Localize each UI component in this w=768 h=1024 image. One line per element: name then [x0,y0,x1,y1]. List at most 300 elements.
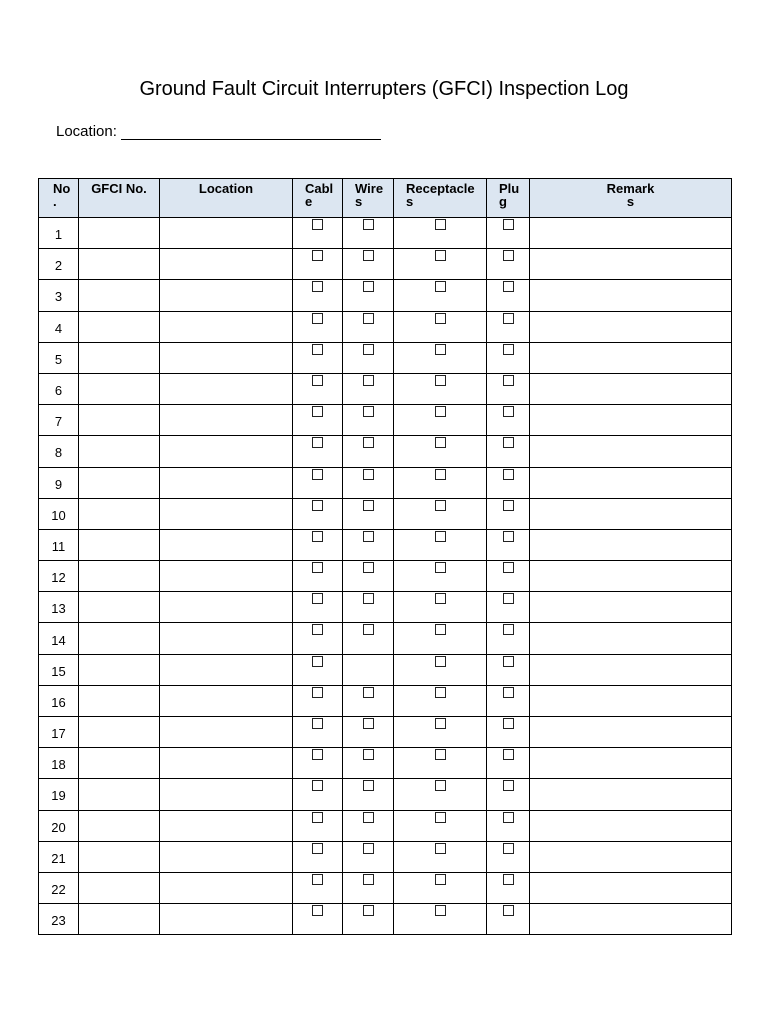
receptacles-cell [394,872,487,903]
location-cell[interactable] [160,872,293,903]
location-label: Location: [56,123,117,140]
header-wires-line1: Wire [355,181,384,196]
plug-checkbox[interactable] [503,469,514,480]
cable-checkbox[interactable] [312,624,323,635]
row-number: 3 [54,289,63,305]
plug-cell [487,904,530,935]
table-row [39,592,732,623]
table-row [39,561,732,592]
cable-checkbox[interactable] [312,313,323,324]
wires-checkbox[interactable] [363,531,374,542]
wires-checkbox[interactable] [363,375,374,386]
row-number-cell [39,748,79,779]
receptacles-checkbox[interactable] [435,593,446,604]
receptacles-checkbox[interactable] [435,375,446,386]
gfci-no-cell[interactable] [79,810,160,841]
row-number: 1 [54,227,63,243]
row-number: 22 [51,882,66,898]
wires-checkbox[interactable] [363,500,374,511]
plug-checkbox[interactable] [503,531,514,542]
cable-checkbox[interactable] [312,687,323,698]
row-number-cell [39,561,79,592]
header-receptacles [394,179,487,218]
plug-cell [487,436,530,467]
cable-checkbox[interactable] [312,843,323,854]
location-cell[interactable] [160,342,293,373]
receptacles-cell [394,748,487,779]
cable-cell [293,373,343,404]
receptacles-checkbox[interactable] [435,437,446,448]
receptacles-cell [394,218,487,249]
remarks-cell[interactable] [530,467,732,498]
table-header [39,179,732,218]
plug-checkbox[interactable] [503,718,514,729]
wires-checkbox[interactable] [363,281,374,292]
table-row [39,841,732,872]
gfci-no-cell[interactable] [79,249,160,280]
cable-checkbox[interactable] [312,562,323,573]
remarks-cell[interactable] [530,592,732,623]
wires-checkbox[interactable] [363,437,374,448]
receptacles-cell [394,779,487,810]
gfci-no-cell[interactable] [79,373,160,404]
cable-cell [293,561,343,592]
plug-checkbox[interactable] [503,749,514,760]
remarks-cell[interactable] [530,561,732,592]
plug-checkbox[interactable] [503,281,514,292]
cable-checkbox[interactable] [312,469,323,480]
gfci-no-cell[interactable] [79,529,160,560]
wires-checkbox[interactable] [363,687,374,698]
location-cell[interactable] [160,592,293,623]
cable-checkbox[interactable] [312,375,323,386]
header-plug-line2: g [499,194,507,209]
location-cell[interactable] [160,810,293,841]
receptacles-cell [394,405,487,436]
wires-checkbox[interactable] [363,905,374,916]
header-no-line1: No [53,181,71,196]
plug-checkbox[interactable] [503,874,514,885]
wires-checkbox[interactable] [363,749,374,760]
gfci-no-cell[interactable] [79,436,160,467]
location-cell[interactable] [160,218,293,249]
plug-cell [487,623,530,654]
gfci-no-cell[interactable] [79,904,160,935]
remarks-cell[interactable] [530,841,732,872]
remarks-cell[interactable] [530,436,732,467]
wires-cell [343,748,394,779]
receptacles-checkbox[interactable] [435,905,446,916]
location-line [56,123,381,140]
cable-cell [293,311,343,342]
row-number-cell [39,342,79,373]
wires-cell [343,592,394,623]
table-row [39,685,732,716]
plug-checkbox[interactable] [503,905,514,916]
gfci-no-cell[interactable] [79,311,160,342]
row-number-cell [39,904,79,935]
remarks-cell[interactable] [530,904,732,935]
plug-checkbox[interactable] [503,344,514,355]
plug-cell [487,654,530,685]
location-cell[interactable] [160,748,293,779]
receptacles-checkbox[interactable] [435,780,446,791]
cable-checkbox[interactable] [312,749,323,760]
location-cell[interactable] [160,561,293,592]
plug-checkbox[interactable] [503,406,514,417]
receptacles-cell [394,904,487,935]
cable-cell [293,904,343,935]
plug-checkbox[interactable] [503,656,514,667]
cable-checkbox[interactable] [312,874,323,885]
cable-cell [293,841,343,872]
cable-checkbox[interactable] [312,780,323,791]
plug-checkbox[interactable] [503,687,514,698]
wires-cell [343,342,394,373]
row-number-cell [39,467,79,498]
row-number-cell [39,529,79,560]
header-cable [293,179,343,218]
wires-checkbox[interactable] [363,780,374,791]
wires-checkbox[interactable] [363,469,374,480]
table-row [39,436,732,467]
cable-cell [293,467,343,498]
table-row [39,779,732,810]
cable-checkbox[interactable] [312,812,323,823]
receptacles-checkbox[interactable] [435,250,446,261]
gfci-no-cell[interactable] [79,779,160,810]
plug-cell [487,779,530,810]
wires-cell [343,904,394,935]
plug-cell [487,249,530,280]
row-number-cell [39,872,79,903]
header-plug-line1: Plu [499,181,520,196]
location-cell[interactable] [160,841,293,872]
remarks-cell[interactable] [530,810,732,841]
row-number-cell [39,280,79,311]
receptacles-checkbox[interactable] [435,562,446,573]
table-body [39,218,732,935]
receptacles-checkbox[interactable] [435,531,446,542]
plug-checkbox[interactable] [503,593,514,604]
receptacles-cell [394,685,487,716]
location-blank-field[interactable] [121,125,381,140]
cable-checkbox[interactable] [312,219,323,230]
gfci-no-cell[interactable] [79,841,160,872]
plug-cell [487,529,530,560]
receptacles-checkbox[interactable] [435,624,446,635]
cable-checkbox[interactable] [312,905,323,916]
header-location [160,179,293,218]
row-number: 10 [51,507,66,523]
cable-cell [293,592,343,623]
remarks-cell[interactable] [530,405,732,436]
plug-cell [487,498,530,529]
gfci-no-cell[interactable] [79,872,160,903]
row-number: 15 [51,663,66,679]
location-cell[interactable] [160,654,293,685]
wires-cell [343,498,394,529]
cable-cell [293,654,343,685]
cable-cell [293,748,343,779]
gfci-no-cell[interactable] [79,592,160,623]
wires-cell [343,467,394,498]
row-number-cell [39,405,79,436]
plug-cell [487,280,530,311]
receptacles-checkbox[interactable] [435,687,446,698]
wires-cell [343,249,394,280]
plug-cell [487,872,530,903]
header-wires-line2: s [355,194,363,209]
wires-checkbox[interactable] [363,718,374,729]
cable-checkbox[interactable] [312,250,323,261]
plug-cell [487,311,530,342]
receptacles-checkbox[interactable] [435,656,446,667]
table-row [39,717,732,748]
remarks-cell[interactable] [530,342,732,373]
location-cell[interactable] [160,623,293,654]
cable-cell [293,810,343,841]
wires-cell [343,717,394,748]
receptacles-checkbox[interactable] [435,219,446,230]
cable-checkbox[interactable] [312,437,323,448]
header-remarks-line1: Remark [606,181,655,196]
receptacles-checkbox[interactable] [435,843,446,854]
row-number: 4 [54,320,63,336]
table-row [39,342,732,373]
row-number-cell [39,249,79,280]
remarks-cell[interactable] [530,249,732,280]
table-row [39,872,732,903]
cable-cell [293,405,343,436]
header-remarks-line2: s [626,194,635,209]
wires-cell [343,436,394,467]
remarks-cell[interactable] [530,311,732,342]
remarks-cell[interactable] [530,654,732,685]
wires-checkbox[interactable] [363,344,374,355]
header-receptacles-line1: Receptacle [406,181,475,196]
cable-cell [293,623,343,654]
wires-checkbox[interactable] [363,406,374,417]
plug-cell [487,841,530,872]
table-row [39,249,732,280]
plug-checkbox[interactable] [503,562,514,573]
receptacles-checkbox[interactable] [435,500,446,511]
row-number-cell [39,841,79,872]
location-cell[interactable] [160,717,293,748]
row-number-cell [39,685,79,716]
location-cell[interactable] [160,249,293,280]
wires-checkbox[interactable] [363,250,374,261]
receptacles-cell [394,561,487,592]
receptacles-cell [394,342,487,373]
table-row [39,311,732,342]
wires-cell [343,654,394,685]
gfci-no-cell[interactable] [79,561,160,592]
plug-checkbox[interactable] [503,812,514,823]
location-cell[interactable] [160,467,293,498]
cable-cell [293,436,343,467]
plug-cell [487,342,530,373]
receptacles-checkbox[interactable] [435,281,446,292]
plug-checkbox[interactable] [503,375,514,386]
table-row [39,904,732,935]
wires-checkbox[interactable] [363,593,374,604]
wires-cell [343,373,394,404]
location-cell[interactable] [160,904,293,935]
plug-cell [487,373,530,404]
header-gfci-no [79,179,160,218]
row-number-cell [39,373,79,404]
cable-checkbox[interactable] [312,593,323,604]
row-number: 8 [54,445,63,461]
wires-cell [343,810,394,841]
receptacles-cell [394,373,487,404]
table-row [39,810,732,841]
row-number-cell [39,717,79,748]
row-number: 17 [51,726,66,742]
gfci-no-cell[interactable] [79,280,160,311]
header-no-line2: . [53,194,57,209]
table-row [39,373,732,404]
header-receptacles-line2: s [406,194,414,209]
receptacles-checkbox[interactable] [435,469,446,480]
cable-checkbox[interactable] [312,656,323,667]
gfci-no-cell[interactable] [79,623,160,654]
row-number: 14 [51,632,66,648]
plug-cell [487,467,530,498]
receptacles-cell [394,841,487,872]
cable-checkbox[interactable] [312,500,323,511]
location-cell[interactable] [160,529,293,560]
receptacles-cell [394,436,487,467]
gfci-no-cell[interactable] [79,685,160,716]
gfci-no-cell[interactable] [79,717,160,748]
row-number-cell [39,498,79,529]
location-cell[interactable] [160,685,293,716]
remarks-cell[interactable] [530,498,732,529]
gfci-no-cell[interactable] [79,654,160,685]
wires-cell [343,280,394,311]
remarks-cell[interactable] [530,529,732,560]
wires-cell [343,779,394,810]
wires-checkbox[interactable] [363,313,374,324]
receptacles-cell [394,654,487,685]
wires-cell [343,623,394,654]
cable-cell [293,872,343,903]
receptacles-cell [394,623,487,654]
wires-checkbox[interactable] [363,219,374,230]
receptacles-cell [394,498,487,529]
row-number: 20 [51,819,66,835]
receptacles-checkbox[interactable] [435,874,446,885]
header-remarks [530,179,732,218]
remarks-cell[interactable] [530,872,732,903]
plug-checkbox[interactable] [503,843,514,854]
remarks-cell[interactable] [530,717,732,748]
plug-cell [487,405,530,436]
table-row [39,405,732,436]
table-row [39,623,732,654]
remarks-cell[interactable] [530,218,732,249]
remarks-cell[interactable] [530,779,732,810]
plug-checkbox[interactable] [503,219,514,230]
wires-checkbox[interactable] [363,874,374,885]
receptacles-checkbox[interactable] [435,749,446,760]
receptacles-cell [394,529,487,560]
receptacles-checkbox[interactable] [435,812,446,823]
gfci-no-cell[interactable] [79,218,160,249]
gfci-no-cell[interactable] [79,467,160,498]
wires-cell [343,311,394,342]
table-row [39,748,732,779]
plug-checkbox[interactable] [503,313,514,324]
wires-cell [343,685,394,716]
cable-checkbox[interactable] [312,281,323,292]
plug-checkbox[interactable] [503,624,514,635]
receptacles-cell [394,810,487,841]
cable-checkbox[interactable] [312,718,323,729]
location-cell[interactable] [160,311,293,342]
cable-checkbox[interactable] [312,406,323,417]
table-row [39,280,732,311]
plug-checkbox[interactable] [503,780,514,791]
location-cell[interactable] [160,436,293,467]
row-number: 19 [51,788,66,804]
wires-checkbox[interactable] [363,843,374,854]
receptacles-checkbox[interactable] [435,313,446,324]
header-gfci-no-label: GFCI No. [91,181,147,196]
location-cell[interactable] [160,280,293,311]
cable-checkbox[interactable] [312,531,323,542]
gfci-no-cell[interactable] [79,498,160,529]
location-cell[interactable] [160,373,293,404]
remarks-cell[interactable] [530,623,732,654]
table-row [39,467,732,498]
gfci-no-cell[interactable] [79,342,160,373]
gfci-no-cell[interactable] [79,748,160,779]
cable-cell [293,529,343,560]
location-cell[interactable] [160,498,293,529]
gfci-no-cell[interactable] [79,405,160,436]
wires-checkbox[interactable] [363,562,374,573]
plug-checkbox[interactable] [503,250,514,261]
row-number: 11 [51,538,66,554]
row-number-cell [39,779,79,810]
wires-checkbox[interactable] [363,624,374,635]
plug-checkbox[interactable] [503,500,514,511]
location-cell[interactable] [160,405,293,436]
header-wires [343,179,394,218]
receptacles-checkbox[interactable] [435,406,446,417]
row-number: 7 [54,414,63,430]
row-number-cell [39,592,79,623]
header-location-label: Location [198,181,254,196]
plug-checkbox[interactable] [503,437,514,448]
remarks-cell[interactable] [530,280,732,311]
remarks-cell[interactable] [530,748,732,779]
receptacles-checkbox[interactable] [435,718,446,729]
location-cell[interactable] [160,779,293,810]
receptacles-checkbox[interactable] [435,344,446,355]
wires-checkbox[interactable] [363,812,374,823]
remarks-cell[interactable] [530,373,732,404]
wires-cell [343,218,394,249]
receptacles-cell [394,717,487,748]
plug-cell [487,810,530,841]
remarks-cell[interactable] [530,685,732,716]
cable-checkbox[interactable] [312,344,323,355]
